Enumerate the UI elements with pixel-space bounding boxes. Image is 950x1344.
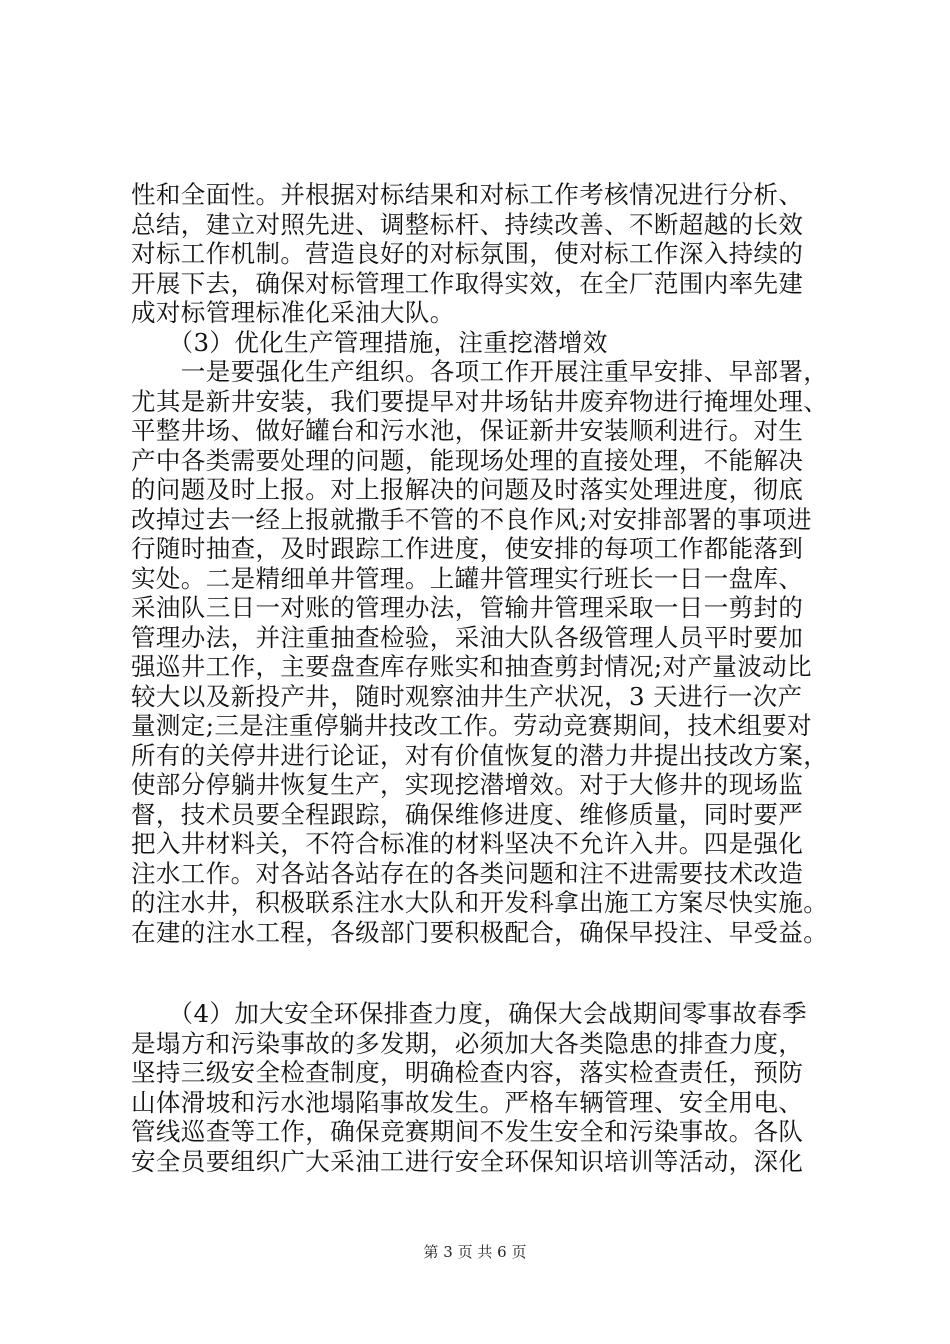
text-line: 量测定;三是注重停躺井技改工作。劳动竞赛期间，技术组要对 [131, 711, 812, 740]
text-line: 的问题及时上报。对上报解决的问题及时落实处理进度，彻底 [131, 475, 804, 504]
text-line: 山体滑坡和污水池塌陷事故发生。严格车辆管理、安全用电、 [131, 1087, 804, 1117]
text-line: 开展下去，确保对标管理工作取得实效，在全厂范围内率先建 [131, 268, 804, 298]
text-line: 性和全面性。并根据对标结果和对标工作考核情况进行分析、 [131, 180, 804, 209]
text-line: 管理办法，并注重抽查检验，采油大队各级管理人员平时要加 [131, 622, 804, 652]
text-line: 行随时抽查，及时跟踪工作进度，使安排的每项工作都能落到 [131, 534, 804, 563]
text-line: 强巡井工作，主要盘查库存账实和抽查剪封情况;对产量波动比 [131, 652, 812, 681]
text-line: （3）优化生产管理措施，注重挖潜增效 [131, 327, 608, 357]
text-line: 成对标管理标准化采油大队。 [131, 298, 455, 327]
text-line: 把入井材料关，不符合标准的材料坚决不允许入井。四是强化 [131, 829, 804, 858]
text-line: 安全员要组织广大采油工进行安全环保知识培训等活动，深化 [131, 1146, 804, 1176]
text-line: 管线巡查等工作，确保竞赛期间不发生安全和污染事故。各队 [131, 1117, 804, 1146]
text-line: 在建的注水工程，各级部门要积极配合，确保早投注、早受益。 [131, 917, 829, 947]
text-line: 使部分停躺井恢复生产，实现挖潜增效。对于大修井的现场监 [131, 770, 804, 799]
text-line: 督，技术员要全程跟踪，确保维修进度、维修质量，同时要严 [131, 799, 804, 829]
text-line: 一是要强化生产组织。各项工作开展注重早安排、早部署， [131, 357, 829, 386]
page-footer: 第 3 页 共 6 页 [423, 1243, 527, 1261]
text-line: 改掉过去一经上报就撒手不管的不良作风;对安排部署的事项进 [131, 504, 812, 534]
text-line: 总结，建立对照先进、调整标杆、持续改善、不断超越的长效 [131, 209, 804, 239]
text-line: 平整井场、做好罐台和污水池，保证新井安装顺利进行。对生 [131, 416, 804, 445]
text-line: 是塌方和污染事故的多发期，必须加大各类隐患的排查力度， [131, 1028, 804, 1058]
text-line: 较大以及新投产井，随时观察油井生产状况，3 天进行一次产 [131, 681, 803, 711]
text-line: 所有的关停井进行论证，对有价值恢复的潜力井提出技改方案， [131, 740, 829, 770]
text-line: 产中各类需要处理的问题，能现场处理的直接处理，不能解决 [131, 445, 804, 475]
text-line: 尤其是新井安装，我们要提早对井场钻井废弃物进行掩埋处理、 [131, 386, 829, 416]
text-line: 坚持三级安全检查制度，明确检查内容，落实检查责任，预防 [131, 1058, 804, 1087]
text-line: 实处。二是精细单井管理。上罐井管理实行班长一日一盘库、 [131, 563, 804, 593]
text-line: 注水工作。对各站各站存在的各类问题和注不进需要技术改造 [131, 858, 804, 888]
text-line: 采油队三日一对账的管理办法，管输井管理采取一日一剪封的 [131, 593, 804, 622]
text-line: 的注水井，积极联系注水大队和开发科拿出施工方案尽快实施。 [131, 888, 829, 917]
body-text-block-2 [131, 999, 831, 1176]
text-line: （4）加大安全环保排查力度，确保大会战期间零事故春季 [131, 999, 808, 1028]
body-text-block-1 [131, 180, 831, 947]
text-line: 对标工作机制。营造良好的对标氛围，使对标工作深入持续的 [131, 239, 804, 268]
